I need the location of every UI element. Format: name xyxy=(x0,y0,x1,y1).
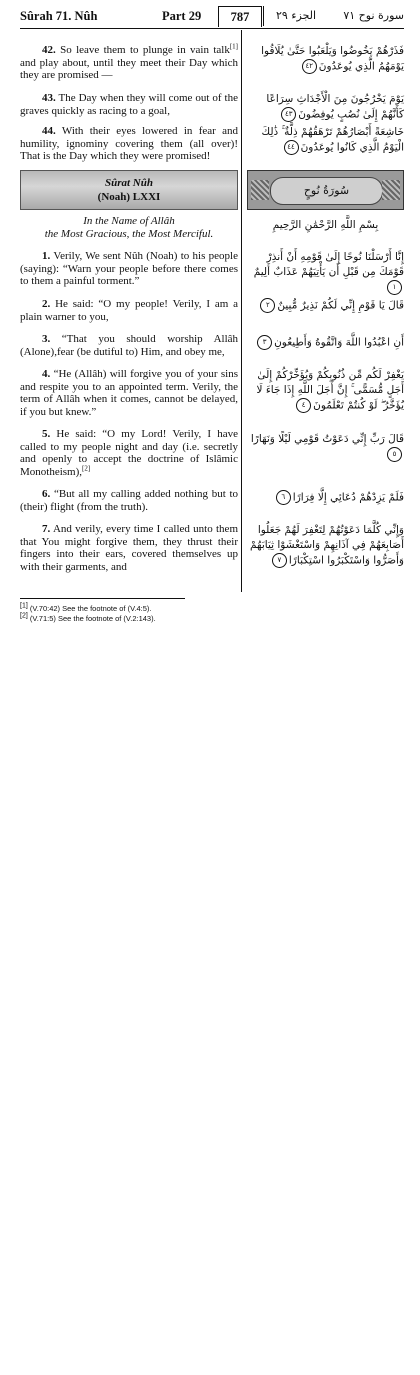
verse-text-rest: and play about, until they meet their Day which they are promised — xyxy=(20,56,238,82)
header-surah-en: Sûrah 71. Nûh xyxy=(20,9,98,23)
ayah-number-mark: ٤٤ xyxy=(284,140,299,155)
verse-text: The Day when they will come out of the graves quickly as racing to a goal, xyxy=(20,92,238,117)
arabic-70-42 xyxy=(247,44,404,75)
ornament-icon xyxy=(251,180,269,200)
arabic-text: فَلَمْ يَزِدْهُمْ دُعَائِي إِلَّا فِرَارًا xyxy=(292,491,404,504)
basmala-en xyxy=(20,215,238,241)
ayah-number-mark: ٧ xyxy=(272,553,287,568)
ayah-number-mark: ٤ xyxy=(296,398,311,413)
verse-number: 43. xyxy=(42,92,56,104)
verse-number: 6. xyxy=(42,488,51,500)
arabic-71-4 xyxy=(247,368,404,414)
verse-71-6 xyxy=(20,488,238,513)
arabic-71-6 xyxy=(247,490,404,506)
basmala-ar: بِسْمِ اللَّهِ الرَّحْمَٰنِ الرَّحِيمِ xyxy=(272,219,379,231)
verse-number: 4. xyxy=(42,368,51,380)
footnote-mark: [2] xyxy=(20,612,28,620)
verse-number: 44. xyxy=(42,125,56,137)
arabic-text: قَالَ يَا قَوْمِ إِنِّي لَكُمْ نَذِيرٌ مُّبِينٌ xyxy=(277,299,404,312)
ayah-number-mark: ٣ xyxy=(257,335,272,350)
verse-71-4 xyxy=(20,368,238,418)
arabic-text: يَوْمَ يَخْرُجُونَ مِنَ الْأَجْدَاثِ سِرَاعًا كَأَنَّهُمْ إِلَىٰ نُصُبٍ يُوفِضُونَ xyxy=(266,93,404,121)
arabic-70-44 xyxy=(247,125,404,156)
footnote-rule xyxy=(20,598,185,599)
footnote-1 xyxy=(20,604,152,613)
basmala-line-1: In the Name of Allâh xyxy=(83,215,175,227)
footnote-ref[interactable]: [2] xyxy=(82,464,91,473)
header-part: Part 29 xyxy=(162,9,202,23)
arabic-70-43 xyxy=(247,92,404,123)
header-page-number: 787 xyxy=(218,6,262,27)
surah-title: Sûrat Nûh xyxy=(104,177,153,189)
arabic-71-7 xyxy=(247,523,404,569)
arabic-71-2 xyxy=(247,298,404,314)
ornament-icon xyxy=(382,180,400,200)
header-juz-ar: الجزء ٢٩ xyxy=(276,9,317,22)
arabic-text: فَذَرْهُمْ يَخُوضُوا وَيَلْعَبُوا حَتَّىٰ يُلَاقُوا يَوْمَهُمُ الَّذِي يُوعَدُونَ xyxy=(261,45,404,73)
footnote-ref[interactable]: [1] xyxy=(229,42,239,51)
page-header xyxy=(20,6,404,29)
verse-number: 2. xyxy=(42,298,51,310)
verse-text: And verily, every time I called unto them that You might forgive them, they thrust their fingers into their ears, covered themselves up with their garments, and xyxy=(20,523,238,573)
arabic-text: خَاشِعَةً أَبْصَارُهُمْ تَرْهَقُهُمْ ذِلَّةٌ ۚ ذَٰلِكَ الْيَوْمُ الَّذِي كَانُوا يُوعَدُونَ xyxy=(261,126,404,154)
column-divider xyxy=(241,30,242,592)
arabic-text: قَالَ رَبِّ إِنِّي دَعَوْتُ قَوْمِي لَيْلًا وَنَهَارًا xyxy=(250,433,404,445)
verse-text: Verily, We sent Nûh (Noah) to his people (saying): “Warn your people before there comes to them a painful torment.” xyxy=(20,250,238,288)
verse-number: 42. xyxy=(42,44,56,56)
arabic-71-3 xyxy=(247,335,404,351)
basmala-line-2: the Most Gracious, the Most Merciful. xyxy=(44,228,214,240)
verse-text: “He (Allâh) will forgive you of your sins and respite you to an appointed term. Verily, the term of Allâh when it comes, cannot be delayed, if you but knew.” xyxy=(20,368,238,418)
arabic-text: أَنِ اعْبُدُوا اللَّهَ وَاتَّقُوهُ وَأَطِيعُونِ xyxy=(274,336,404,349)
footnote-2 xyxy=(20,614,156,623)
arabic-text: يَغْفِرْ لَكُم مِّن ذُنُوبِكُمْ وَيُؤَخِّرْكُمْ إِلَىٰ أَجَلٍ مُّسَمًّى ۚ إِنَّ أَجَلَ اللَّهِ إِذَا جَاءَ لَا يُؤَخَّرُ ۖ لَوْ كُنتُمْ تَعْلَمُونَ xyxy=(256,369,404,412)
header-surah-ar: سورة نوح ٧١ xyxy=(343,9,404,22)
footnote-text: (V.71:5) See the footnote of (V.2:143). xyxy=(29,614,156,623)
surah-subtitle: (Noah) LXXI xyxy=(97,191,161,203)
verse-text: He said: “O my Lord! Verily, I have called to my people night and day (i.e. secretly and openly to accept the doctrine of Islâmic Monotheism), xyxy=(20,428,238,478)
ayah-number-mark: ١ xyxy=(387,280,402,295)
verse-text: With their eyes lowered in fear and humility, ignominy covering them (all over)! That is the Day which they were promised! xyxy=(20,125,238,163)
surah-title-ar: سُورَةُ نُوحٍ xyxy=(270,177,383,205)
ayah-number-mark: ٤٢ xyxy=(302,59,317,74)
ayah-number-mark: ٤٣ xyxy=(281,107,296,122)
verse-71-2 xyxy=(20,298,238,323)
surah-banner-ar xyxy=(247,170,404,210)
footnote-mark: [1] xyxy=(20,602,28,610)
verse-71-1 xyxy=(20,250,238,288)
verse-70-43 xyxy=(20,92,238,117)
verse-number: 3. xyxy=(42,333,51,345)
verse-71-5 xyxy=(20,428,238,478)
verse-71-7 xyxy=(20,523,238,573)
arabic-71-5 xyxy=(247,432,404,463)
verse-number: 5. xyxy=(42,428,51,440)
arabic-text: وَإِنِّي كُلَّمَا دَعَوْتُهُمْ لِتَغْفِرَ لَهُمْ جَعَلُوا أَصَابِعَهُمْ فِي آذَانِهِمْ وَاسْتَغْشَوْا ثِيَابَهُمْ وَأَصَرُّوا وَاسْتَكْبَرُوا اسْتِكْبَارًا xyxy=(250,524,404,567)
verse-70-44 xyxy=(20,125,238,163)
verse-number: 7. xyxy=(42,523,51,535)
ayah-number-mark: ٦ xyxy=(276,490,291,505)
arabic-text: إِنَّا أَرْسَلْنَا نُوحًا إِلَىٰ قَوْمِهِ أَنْ أَنذِرْ قَوْمَكَ مِن قَبْلِ أَن يَأْتِيَهُمْ عَذَابٌ أَلِيمٌ xyxy=(253,251,404,278)
verse-text: So leave them to plunge in vain talk xyxy=(60,44,230,56)
verse-number: 1. xyxy=(42,250,51,262)
verse-70-42 xyxy=(20,44,238,82)
footnote-text: (V.70:42) See the footnote of (V.4:5). xyxy=(29,604,152,613)
verse-text: “But all my calling added nothing but to (their) flight (from the truth). xyxy=(20,488,238,513)
verse-text: “That you should worship Allâh (Alone),fear (be dutiful to) Him, and obey me, xyxy=(20,333,239,358)
verse-71-3 xyxy=(20,333,238,358)
ayah-number-mark: ٢ xyxy=(260,298,275,313)
arabic-71-1 xyxy=(247,250,404,296)
ayah-number-mark: ٥ xyxy=(387,447,402,462)
verse-text: He said: “O my people! Verily, I am a plain warner to you, xyxy=(20,298,239,323)
header-box-divider xyxy=(263,6,272,26)
surah-banner-en xyxy=(20,170,238,210)
